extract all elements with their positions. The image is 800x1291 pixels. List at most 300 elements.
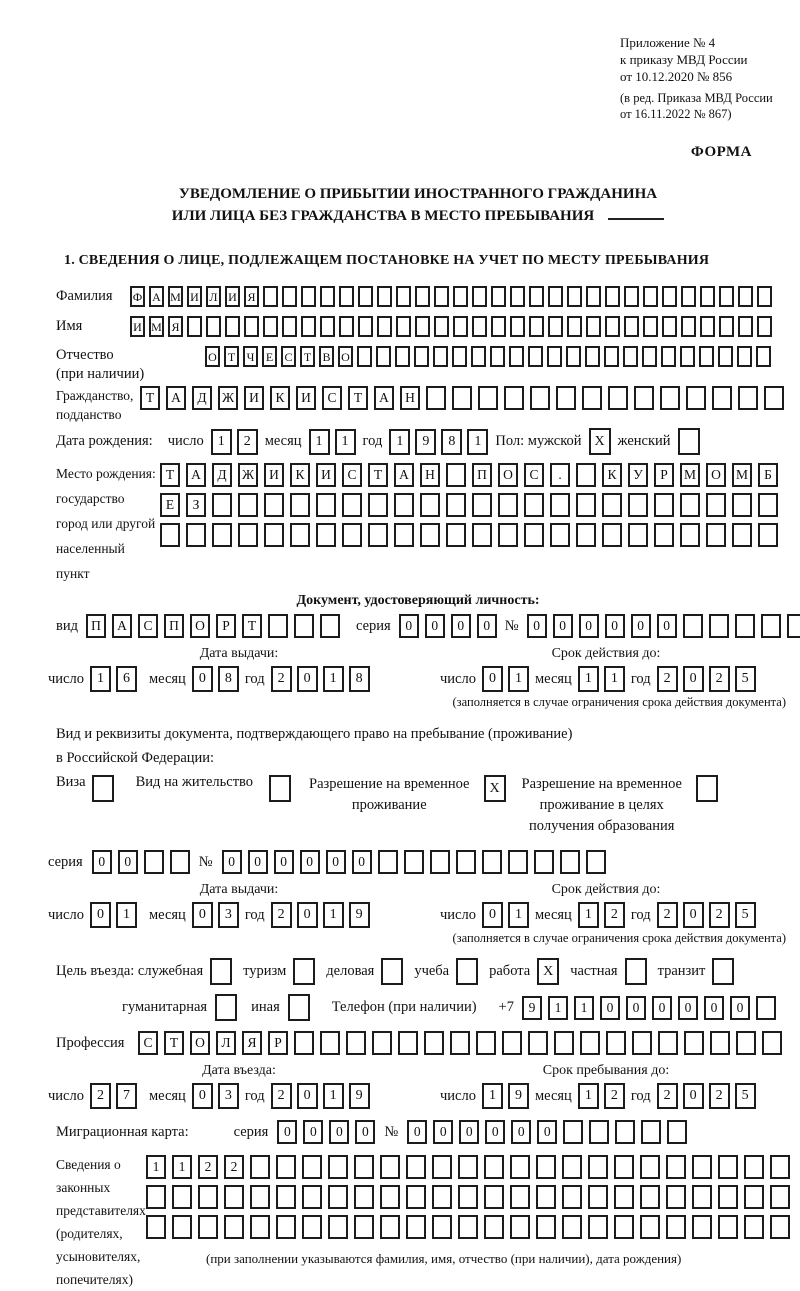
- representatives-row2-cell[interactable]: [380, 1185, 400, 1209]
- doc-number-cell[interactable]: 0: [579, 614, 599, 638]
- birthplace-row2-cell[interactable]: [628, 493, 648, 517]
- surname-cell[interactable]: [757, 286, 772, 307]
- profession-cell[interactable]: [632, 1031, 652, 1055]
- permit-number-cell[interactable]: [508, 850, 528, 874]
- representatives-row1-cell[interactable]: [640, 1155, 660, 1179]
- birthplace-row1-cell[interactable]: [576, 463, 596, 487]
- patronymic-cell[interactable]: [585, 346, 600, 367]
- profession-cell[interactable]: [658, 1031, 678, 1055]
- name-cell[interactable]: [415, 316, 430, 337]
- humanitarian-cell[interactable]: [215, 994, 237, 1021]
- representatives-row1-cell[interactable]: [276, 1155, 296, 1179]
- birthplace-row3-cell[interactable]: [186, 523, 206, 547]
- surname-cell[interactable]: [396, 286, 411, 307]
- name-cell[interactable]: [377, 316, 392, 337]
- profession-cell[interactable]: [476, 1031, 496, 1055]
- surname-cell[interactable]: [662, 286, 677, 307]
- representatives-row1-cell[interactable]: 2: [198, 1155, 218, 1179]
- patronymic-cell[interactable]: [756, 346, 771, 367]
- representatives-row2-cell[interactable]: [744, 1185, 764, 1209]
- visa-cell[interactable]: [92, 775, 114, 802]
- patronymic-cell[interactable]: [661, 346, 676, 367]
- surname-cell[interactable]: [548, 286, 563, 307]
- phone-cell[interactable]: [756, 996, 776, 1020]
- birth-year-cell[interactable]: 9: [415, 429, 436, 455]
- patronymic-cell[interactable]: [680, 346, 695, 367]
- permit-valid-year-cell[interactable]: 0: [683, 902, 704, 928]
- citizenship-cell[interactable]: [660, 386, 680, 410]
- permit-number-cell[interactable]: [378, 850, 398, 874]
- patronymic-cell[interactable]: [566, 346, 581, 367]
- permit-valid-year-cell[interactable]: 5: [735, 902, 756, 928]
- birthplace-row1-cell[interactable]: Р: [654, 463, 674, 487]
- phone-cell[interactable]: 1: [548, 996, 568, 1020]
- birthplace-row2-cell[interactable]: [472, 493, 492, 517]
- representatives-row3-cell[interactable]: [640, 1215, 660, 1239]
- profession-cell[interactable]: [320, 1031, 340, 1055]
- phone-cell[interactable]: 0: [600, 996, 620, 1020]
- patronymic-cell[interactable]: [395, 346, 410, 367]
- patronymic-cell[interactable]: [547, 346, 562, 367]
- mig-number-cell[interactable]: 0: [407, 1120, 427, 1144]
- entry-year-cell[interactable]: 9: [349, 1083, 370, 1109]
- citizenship-cell[interactable]: [504, 386, 524, 410]
- birthplace-row2-cell[interactable]: [212, 493, 232, 517]
- doc-issue-month-cell[interactable]: 8: [218, 666, 239, 692]
- representatives-row2-cell[interactable]: [666, 1185, 686, 1209]
- temp-edu-cell[interactable]: [696, 775, 718, 802]
- entry-year-cell[interactable]: 0: [297, 1083, 318, 1109]
- name-cell[interactable]: [643, 316, 658, 337]
- profession-cell[interactable]: [606, 1031, 626, 1055]
- birthplace-row2-cell[interactable]: [758, 493, 778, 517]
- profession-cell[interactable]: [528, 1031, 548, 1055]
- patronymic-cell[interactable]: Т: [300, 346, 315, 367]
- patronymic-cell[interactable]: [699, 346, 714, 367]
- birthplace-row3-cell[interactable]: [706, 523, 726, 547]
- birth-day-cell[interactable]: 1: [211, 429, 232, 455]
- birthplace-row3-cell[interactable]: [160, 523, 180, 547]
- entry-day-cell[interactable]: 2: [90, 1083, 111, 1109]
- name-cell[interactable]: Я: [168, 316, 183, 337]
- doc-issue-year-cell[interactable]: 0: [297, 666, 318, 692]
- doc-kind-cell[interactable]: П: [86, 614, 106, 638]
- birthplace-row3-cell[interactable]: [732, 523, 752, 547]
- birthplace-row2-cell[interactable]: [342, 493, 362, 517]
- surname-cell[interactable]: [510, 286, 525, 307]
- profession-cell[interactable]: [450, 1031, 470, 1055]
- profession-cell[interactable]: [684, 1031, 704, 1055]
- residence-permit-cell[interactable]: [269, 775, 291, 802]
- representatives-row3-cell[interactable]: [666, 1215, 686, 1239]
- profession-cell[interactable]: [762, 1031, 782, 1055]
- representatives-row3-cell[interactable]: [536, 1215, 556, 1239]
- birthplace-row2-cell[interactable]: [446, 493, 466, 517]
- representatives-row1-cell[interactable]: [484, 1155, 504, 1179]
- patronymic-cell[interactable]: [357, 346, 372, 367]
- birthplace-row2-cell[interactable]: [680, 493, 700, 517]
- profession-cell[interactable]: Л: [216, 1031, 236, 1055]
- doc-number-cell[interactable]: [787, 614, 800, 638]
- entry-month-cell[interactable]: 0: [192, 1083, 213, 1109]
- representatives-row3-cell[interactable]: [718, 1215, 738, 1239]
- entry-day-cell[interactable]: 7: [116, 1083, 137, 1109]
- permit-number-cell[interactable]: 0: [248, 850, 268, 874]
- birthplace-row2-cell[interactable]: [316, 493, 336, 517]
- birth-month-cell[interactable]: 1: [335, 429, 356, 455]
- patronymic-cell[interactable]: Е: [262, 346, 277, 367]
- profession-cell[interactable]: [346, 1031, 366, 1055]
- birthplace-row3-cell[interactable]: [680, 523, 700, 547]
- surname-cell[interactable]: И: [225, 286, 240, 307]
- birthplace-row1-cell[interactable]: Т: [160, 463, 180, 487]
- representatives-row1-cell[interactable]: [302, 1155, 322, 1179]
- representatives-row3-cell[interactable]: [146, 1215, 166, 1239]
- patronymic-cell[interactable]: [433, 346, 448, 367]
- representatives-row1-cell[interactable]: [432, 1155, 452, 1179]
- birthplace-row1-cell[interactable]: С: [524, 463, 544, 487]
- permit-issue-month-cell[interactable]: 0: [192, 902, 213, 928]
- birthplace-row2-cell[interactable]: [368, 493, 388, 517]
- surname-cell[interactable]: [453, 286, 468, 307]
- citizenship-cell[interactable]: [478, 386, 498, 410]
- birthplace-row3-cell[interactable]: [628, 523, 648, 547]
- birthplace-row3-cell[interactable]: [472, 523, 492, 547]
- doc-issue-month-cell[interactable]: 0: [192, 666, 213, 692]
- patronymic-cell[interactable]: [528, 346, 543, 367]
- surname-cell[interactable]: [415, 286, 430, 307]
- profession-cell[interactable]: О: [190, 1031, 210, 1055]
- surname-cell[interactable]: [624, 286, 639, 307]
- surname-cell[interactable]: [643, 286, 658, 307]
- representatives-row2-cell[interactable]: [276, 1185, 296, 1209]
- phone-cell[interactable]: 0: [678, 996, 698, 1020]
- name-cell[interactable]: [282, 316, 297, 337]
- surname-cell[interactable]: [282, 286, 297, 307]
- permit-number-cell[interactable]: 0: [352, 850, 372, 874]
- name-cell[interactable]: [548, 316, 563, 337]
- profession-cell[interactable]: [372, 1031, 392, 1055]
- business-cell[interactable]: [381, 958, 403, 985]
- birthplace-row3-cell[interactable]: [264, 523, 284, 547]
- representatives-row2-cell[interactable]: [172, 1185, 192, 1209]
- representatives-row3-cell[interactable]: [562, 1215, 582, 1239]
- other-purpose-cell[interactable]: [288, 994, 310, 1021]
- birthplace-row2-cell[interactable]: [602, 493, 622, 517]
- doc-valid-day-cell[interactable]: 0: [482, 666, 503, 692]
- doc-issue-year-cell[interactable]: 8: [349, 666, 370, 692]
- doc-valid-year-cell[interactable]: 5: [735, 666, 756, 692]
- birthplace-row3-cell[interactable]: [212, 523, 232, 547]
- permit-number-cell[interactable]: [482, 850, 502, 874]
- representatives-row1-cell[interactable]: [692, 1155, 712, 1179]
- work-cell[interactable]: X: [537, 958, 559, 985]
- patronymic-cell[interactable]: [414, 346, 429, 367]
- permit-issue-year-cell[interactable]: 9: [349, 902, 370, 928]
- representatives-row2-cell[interactable]: [484, 1185, 504, 1209]
- stay-year-cell[interactable]: 0: [683, 1083, 704, 1109]
- representatives-row1-cell[interactable]: 1: [172, 1155, 192, 1179]
- permit-number-cell[interactable]: 0: [274, 850, 294, 874]
- birthplace-row3-cell[interactable]: [654, 523, 674, 547]
- doc-number-cell[interactable]: 0: [553, 614, 573, 638]
- representatives-row1-cell[interactable]: [588, 1155, 608, 1179]
- name-cell[interactable]: [681, 316, 696, 337]
- doc-valid-year-cell[interactable]: 2: [709, 666, 730, 692]
- representatives-row1-cell[interactable]: [562, 1155, 582, 1179]
- birthplace-row1-cell[interactable]: И: [316, 463, 336, 487]
- representatives-row3-cell[interactable]: [458, 1215, 478, 1239]
- doc-valid-day-cell[interactable]: 1: [508, 666, 529, 692]
- patronymic-cell[interactable]: [452, 346, 467, 367]
- birthplace-row3-cell[interactable]: [576, 523, 596, 547]
- name-cell[interactable]: [358, 316, 373, 337]
- mig-series-cell[interactable]: 0: [329, 1120, 349, 1144]
- mig-number-cell[interactable]: [589, 1120, 609, 1144]
- doc-number-cell[interactable]: [709, 614, 729, 638]
- birth-year-cell[interactable]: 1: [389, 429, 410, 455]
- permit-valid-year-cell[interactable]: 2: [709, 902, 730, 928]
- profession-cell[interactable]: [398, 1031, 418, 1055]
- birthplace-row1-cell[interactable]: К: [602, 463, 622, 487]
- permit-valid-day-cell[interactable]: 0: [482, 902, 503, 928]
- representatives-row1-cell[interactable]: [744, 1155, 764, 1179]
- representatives-row2-cell[interactable]: [146, 1185, 166, 1209]
- surname-cell[interactable]: [586, 286, 601, 307]
- permit-valid-day-cell[interactable]: 1: [508, 902, 529, 928]
- citizenship-cell[interactable]: [608, 386, 628, 410]
- citizenship-cell[interactable]: [452, 386, 472, 410]
- mig-number-cell[interactable]: 0: [537, 1120, 557, 1144]
- birthplace-row2-cell[interactable]: Е: [160, 493, 180, 517]
- birthplace-row2-cell[interactable]: [550, 493, 570, 517]
- doc-issue-day-cell[interactable]: 6: [116, 666, 137, 692]
- surname-cell[interactable]: [738, 286, 753, 307]
- birthplace-row3-cell[interactable]: [550, 523, 570, 547]
- birthplace-row2-cell[interactable]: [264, 493, 284, 517]
- doc-valid-month-cell[interactable]: 1: [578, 666, 599, 692]
- birthplace-row3-cell[interactable]: [394, 523, 414, 547]
- birth-day-cell[interactable]: 2: [237, 429, 258, 455]
- representatives-row1-cell[interactable]: [354, 1155, 374, 1179]
- doc-kind-cell[interactable]: Р: [216, 614, 236, 638]
- permit-valid-month-cell[interactable]: 2: [604, 902, 625, 928]
- permit-number-cell[interactable]: [456, 850, 476, 874]
- name-cell[interactable]: [700, 316, 715, 337]
- citizenship-cell[interactable]: [686, 386, 706, 410]
- transit-cell[interactable]: [712, 958, 734, 985]
- permit-issue-year-cell[interactable]: 2: [271, 902, 292, 928]
- surname-cell[interactable]: [434, 286, 449, 307]
- doc-issue-year-cell[interactable]: 2: [271, 666, 292, 692]
- name-cell[interactable]: [738, 316, 753, 337]
- birthplace-row2-cell[interactable]: [732, 493, 752, 517]
- representatives-row1-cell[interactable]: [380, 1155, 400, 1179]
- entry-year-cell[interactable]: 2: [271, 1083, 292, 1109]
- permit-issue-year-cell[interactable]: 0: [297, 902, 318, 928]
- representatives-row1-cell[interactable]: [536, 1155, 556, 1179]
- representatives-row2-cell[interactable]: [432, 1185, 452, 1209]
- doc-valid-year-cell[interactable]: 2: [657, 666, 678, 692]
- patronymic-cell[interactable]: О: [338, 346, 353, 367]
- patronymic-cell[interactable]: [490, 346, 505, 367]
- representatives-row2-cell[interactable]: [328, 1185, 348, 1209]
- doc-number-cell[interactable]: 0: [527, 614, 547, 638]
- profession-cell[interactable]: [580, 1031, 600, 1055]
- surname-cell[interactable]: [681, 286, 696, 307]
- permit-number-cell[interactable]: 0: [300, 850, 320, 874]
- representatives-row3-cell[interactable]: [172, 1215, 192, 1239]
- stay-month-cell[interactable]: 1: [578, 1083, 599, 1109]
- surname-cell[interactable]: [605, 286, 620, 307]
- name-cell[interactable]: [187, 316, 202, 337]
- name-cell[interactable]: [434, 316, 449, 337]
- birthplace-row1-cell[interactable]: Т: [368, 463, 388, 487]
- representatives-row3-cell[interactable]: [276, 1215, 296, 1239]
- name-cell[interactable]: [244, 316, 259, 337]
- citizenship-cell[interactable]: [530, 386, 550, 410]
- birthplace-row1-cell[interactable]: А: [186, 463, 206, 487]
- birthplace-row1-cell[interactable]: Б: [758, 463, 778, 487]
- representatives-row2-cell[interactable]: [354, 1185, 374, 1209]
- name-cell[interactable]: [719, 316, 734, 337]
- surname-cell[interactable]: [339, 286, 354, 307]
- doc-kind-cell[interactable]: А: [112, 614, 132, 638]
- name-cell[interactable]: [624, 316, 639, 337]
- surname-cell[interactable]: [301, 286, 316, 307]
- name-cell[interactable]: [396, 316, 411, 337]
- permit-number-cell[interactable]: [430, 850, 450, 874]
- representatives-row2-cell[interactable]: [406, 1185, 426, 1209]
- birthplace-row2-cell[interactable]: [420, 493, 440, 517]
- name-cell[interactable]: М: [149, 316, 164, 337]
- permit-issue-year-cell[interactable]: 1: [323, 902, 344, 928]
- profession-cell[interactable]: Я: [242, 1031, 262, 1055]
- patronymic-cell[interactable]: [471, 346, 486, 367]
- patronymic-cell[interactable]: О: [205, 346, 220, 367]
- permit-number-cell[interactable]: 0: [326, 850, 346, 874]
- doc-number-cell[interactable]: 0: [657, 614, 677, 638]
- birthplace-row2-cell[interactable]: [524, 493, 544, 517]
- representatives-row1-cell[interactable]: [614, 1155, 634, 1179]
- birthplace-row1-cell[interactable]: [446, 463, 466, 487]
- permit-issue-day-cell[interactable]: 1: [116, 902, 137, 928]
- permit-series-cell[interactable]: [144, 850, 164, 874]
- doc-kind-cell[interactable]: О: [190, 614, 210, 638]
- permit-number-cell[interactable]: [560, 850, 580, 874]
- patronymic-cell[interactable]: [623, 346, 638, 367]
- citizenship-cell[interactable]: [738, 386, 758, 410]
- citizenship-cell[interactable]: Ж: [218, 386, 238, 410]
- mig-number-cell[interactable]: [667, 1120, 687, 1144]
- representatives-row2-cell[interactable]: [224, 1185, 244, 1209]
- profession-cell[interactable]: С: [138, 1031, 158, 1055]
- stay-day-cell[interactable]: 1: [482, 1083, 503, 1109]
- surname-cell[interactable]: [358, 286, 373, 307]
- patronymic-cell[interactable]: [604, 346, 619, 367]
- representatives-row3-cell[interactable]: [354, 1215, 374, 1239]
- mig-series-cell[interactable]: 0: [277, 1120, 297, 1144]
- birthplace-row3-cell[interactable]: [368, 523, 388, 547]
- birthplace-row3-cell[interactable]: [602, 523, 622, 547]
- phone-cell[interactable]: 0: [626, 996, 646, 1020]
- stay-year-cell[interactable]: 2: [657, 1083, 678, 1109]
- patronymic-cell[interactable]: [376, 346, 391, 367]
- phone-cell[interactable]: 9: [522, 996, 542, 1020]
- citizenship-cell[interactable]: [426, 386, 446, 410]
- representatives-row3-cell[interactable]: [250, 1215, 270, 1239]
- surname-cell[interactable]: М: [168, 286, 183, 307]
- representatives-row2-cell[interactable]: [588, 1185, 608, 1209]
- name-cell[interactable]: [605, 316, 620, 337]
- doc-number-cell[interactable]: 0: [605, 614, 625, 638]
- birthplace-row2-cell[interactable]: [654, 493, 674, 517]
- birth-month-cell[interactable]: 1: [309, 429, 330, 455]
- representatives-row2-cell[interactable]: [692, 1185, 712, 1209]
- phone-cell[interactable]: 0: [704, 996, 724, 1020]
- name-cell[interactable]: [453, 316, 468, 337]
- citizenship-cell[interactable]: К: [270, 386, 290, 410]
- citizenship-cell[interactable]: [764, 386, 784, 410]
- profession-cell[interactable]: [710, 1031, 730, 1055]
- phone-cell[interactable]: 0: [730, 996, 750, 1020]
- patronymic-cell[interactable]: [509, 346, 524, 367]
- doc-number-cell[interactable]: [761, 614, 781, 638]
- citizenship-cell[interactable]: [634, 386, 654, 410]
- surname-cell[interactable]: [719, 286, 734, 307]
- citizenship-cell[interactable]: А: [166, 386, 186, 410]
- birthplace-row1-cell[interactable]: А: [394, 463, 414, 487]
- doc-number-cell[interactable]: [683, 614, 703, 638]
- profession-cell[interactable]: [424, 1031, 444, 1055]
- representatives-row2-cell[interactable]: [640, 1185, 660, 1209]
- mig-number-cell[interactable]: [641, 1120, 661, 1144]
- permit-number-cell[interactable]: [404, 850, 424, 874]
- permit-number-cell[interactable]: [534, 850, 554, 874]
- phone-cell[interactable]: 0: [652, 996, 672, 1020]
- birthplace-row1-cell[interactable]: М: [680, 463, 700, 487]
- stay-month-cell[interactable]: 2: [604, 1083, 625, 1109]
- representatives-row2-cell[interactable]: [562, 1185, 582, 1209]
- phone-cell[interactable]: 1: [574, 996, 594, 1020]
- citizenship-cell[interactable]: Н: [400, 386, 420, 410]
- birthplace-row3-cell[interactable]: [316, 523, 336, 547]
- representatives-row1-cell[interactable]: 1: [146, 1155, 166, 1179]
- surname-cell[interactable]: [320, 286, 335, 307]
- permit-valid-month-cell[interactable]: 1: [578, 902, 599, 928]
- birthplace-row1-cell[interactable]: О: [498, 463, 518, 487]
- profession-cell[interactable]: Р: [268, 1031, 288, 1055]
- doc-kind-cell[interactable]: Т: [242, 614, 262, 638]
- tourism-cell[interactable]: [293, 958, 315, 985]
- birthplace-row1-cell[interactable]: Ж: [238, 463, 258, 487]
- doc-kind-cell[interactable]: С: [138, 614, 158, 638]
- representatives-row2-cell[interactable]: [770, 1185, 790, 1209]
- entry-year-cell[interactable]: 1: [323, 1083, 344, 1109]
- birthplace-row3-cell[interactable]: [524, 523, 544, 547]
- representatives-row3-cell[interactable]: [432, 1215, 452, 1239]
- surname-cell[interactable]: И: [187, 286, 202, 307]
- representatives-row1-cell[interactable]: [328, 1155, 348, 1179]
- representatives-row2-cell[interactable]: [302, 1185, 322, 1209]
- birthplace-row2-cell[interactable]: [576, 493, 596, 517]
- stay-day-cell[interactable]: 9: [508, 1083, 529, 1109]
- mig-number-cell[interactable]: 0: [511, 1120, 531, 1144]
- representatives-row3-cell[interactable]: [692, 1215, 712, 1239]
- birthplace-row1-cell[interactable]: С: [342, 463, 362, 487]
- profession-cell[interactable]: Т: [164, 1031, 184, 1055]
- birthplace-row2-cell[interactable]: З: [186, 493, 206, 517]
